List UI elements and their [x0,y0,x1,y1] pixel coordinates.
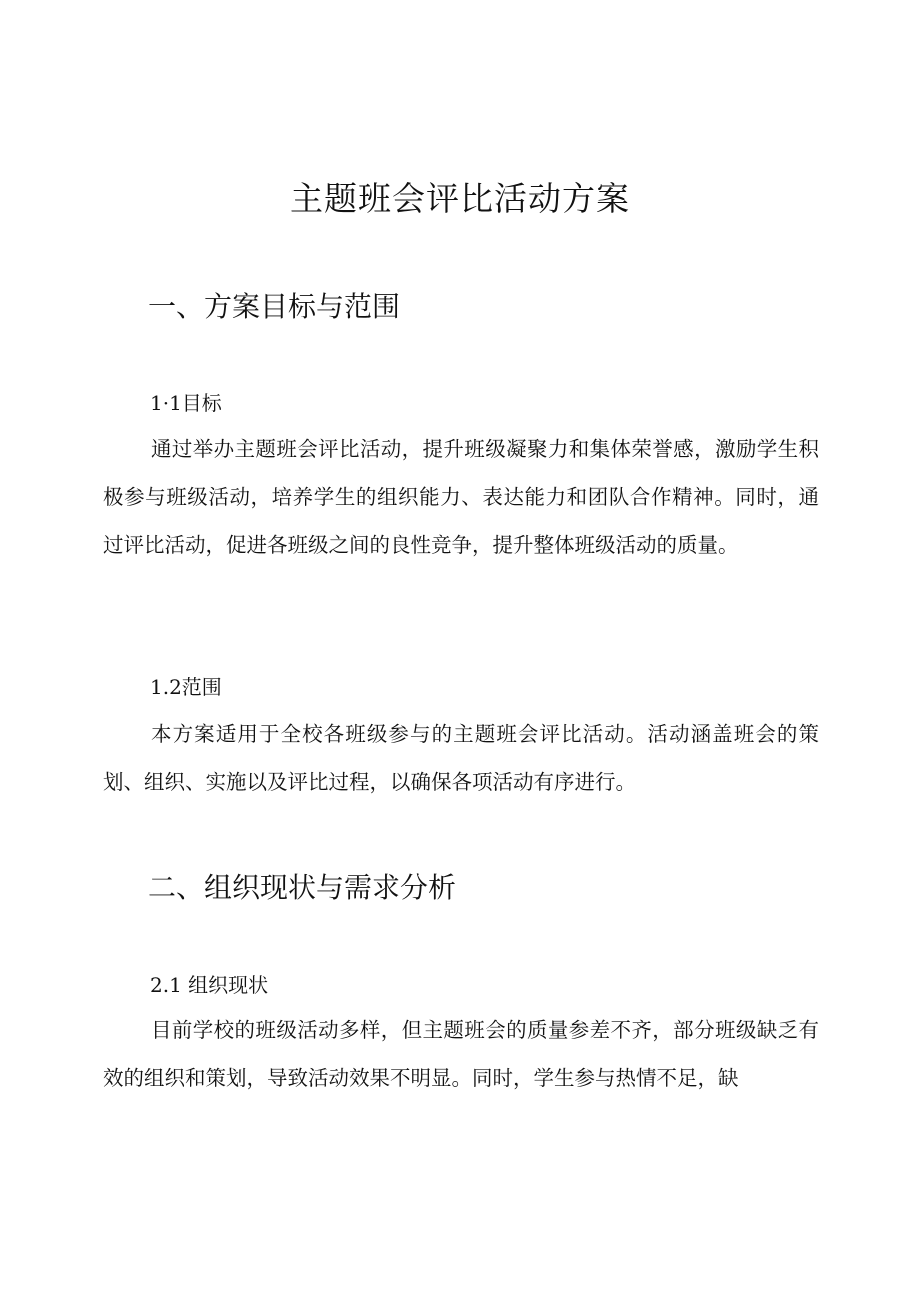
document-title: 主题班会评比活动方案 [290,179,630,218]
section-heading-2: 二、组织现状与需求分析 [148,871,457,904]
section-heading-1: 一、方案目标与范围 [148,290,401,323]
subsection-heading-1-1: 1·1目标 [150,391,222,415]
paragraph-1-1: 通过举办主题班会评比活动，提升班级凝聚力和集体荣誉感，激励学生积极参与班级活动，培养学生的组织能力、表达能力和团队合作精神。同时，通过评比活动，促进各班级之间的良性竞争，提升整体班级活动的质量。 [103,437,819,557]
subsection-heading-1-2: 1.2范围 [150,675,222,699]
subsection-heading-2-1: 2.1 组织现状 [150,973,269,997]
paragraph-1-2: 本方案适用于全校各班级参与的主题班会评比活动。活动涵盖班会的策划、组织、实施以及评比过程，以确保各项活动有序进行。 [103,722,819,794]
paragraph-2-1: 目前学校的班级活动多样，但主题班会的质量参差不齐，部分班级缺乏有效的组织和策划，导致活动效果不明显。同时，学生参与热情不足，缺 [103,1018,819,1090]
